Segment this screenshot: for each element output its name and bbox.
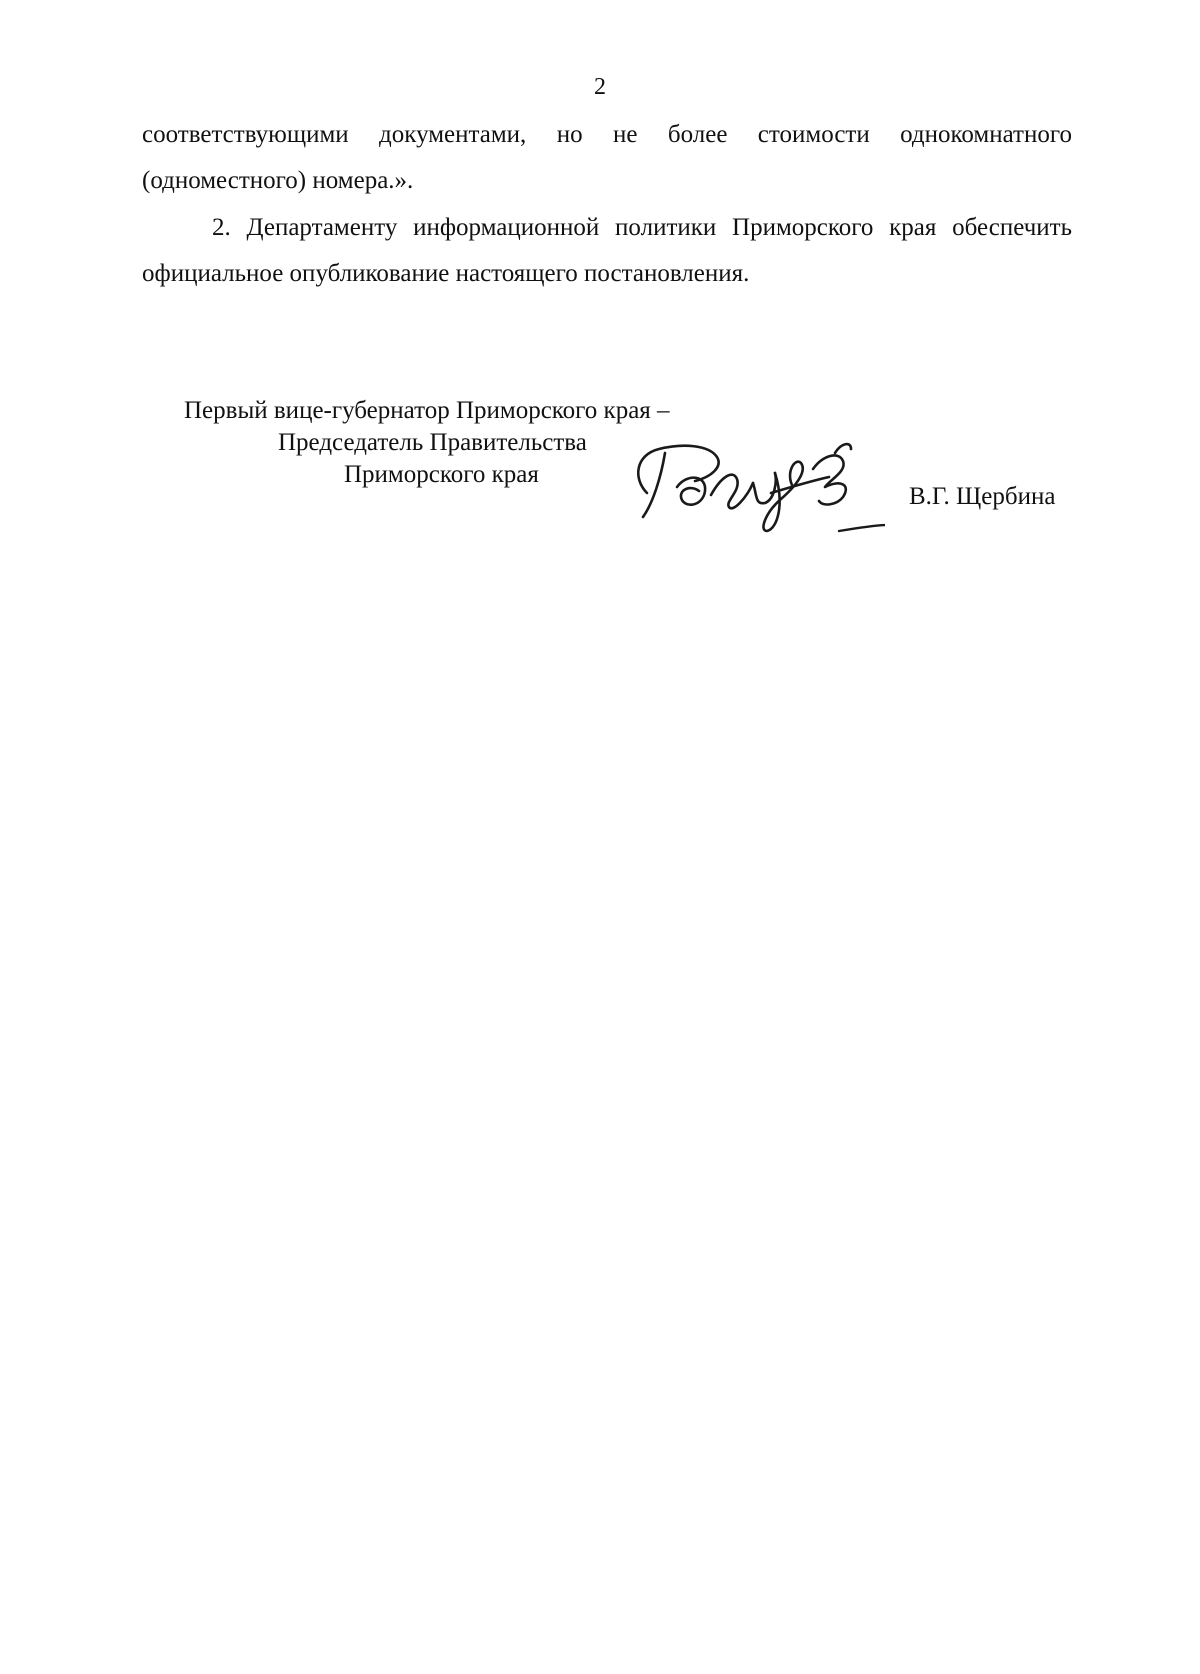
signatory-title-line-3: Приморского края [344, 461, 539, 488]
signatory-title-line-2: Председатель Правительства [278, 429, 587, 456]
paragraph-item-2: 2. Департаменту информационной политики Приморского края обеспечить официальное опубликование настоящего постановления. [142, 214, 1072, 287]
paragraph-continuation: соответствующими документами, но не более стоимости однокомнатного (одноместного) номера.». [142, 121, 1072, 194]
signer-name: В.Г. Щербина [909, 483, 1056, 510]
signatory-title-line-1: Первый вице-губернатор Приморского края – [184, 397, 670, 424]
page-number: 2 [594, 74, 606, 100]
handwritten-signature [625, 433, 885, 543]
signatory-title-block [184, 395, 670, 491]
